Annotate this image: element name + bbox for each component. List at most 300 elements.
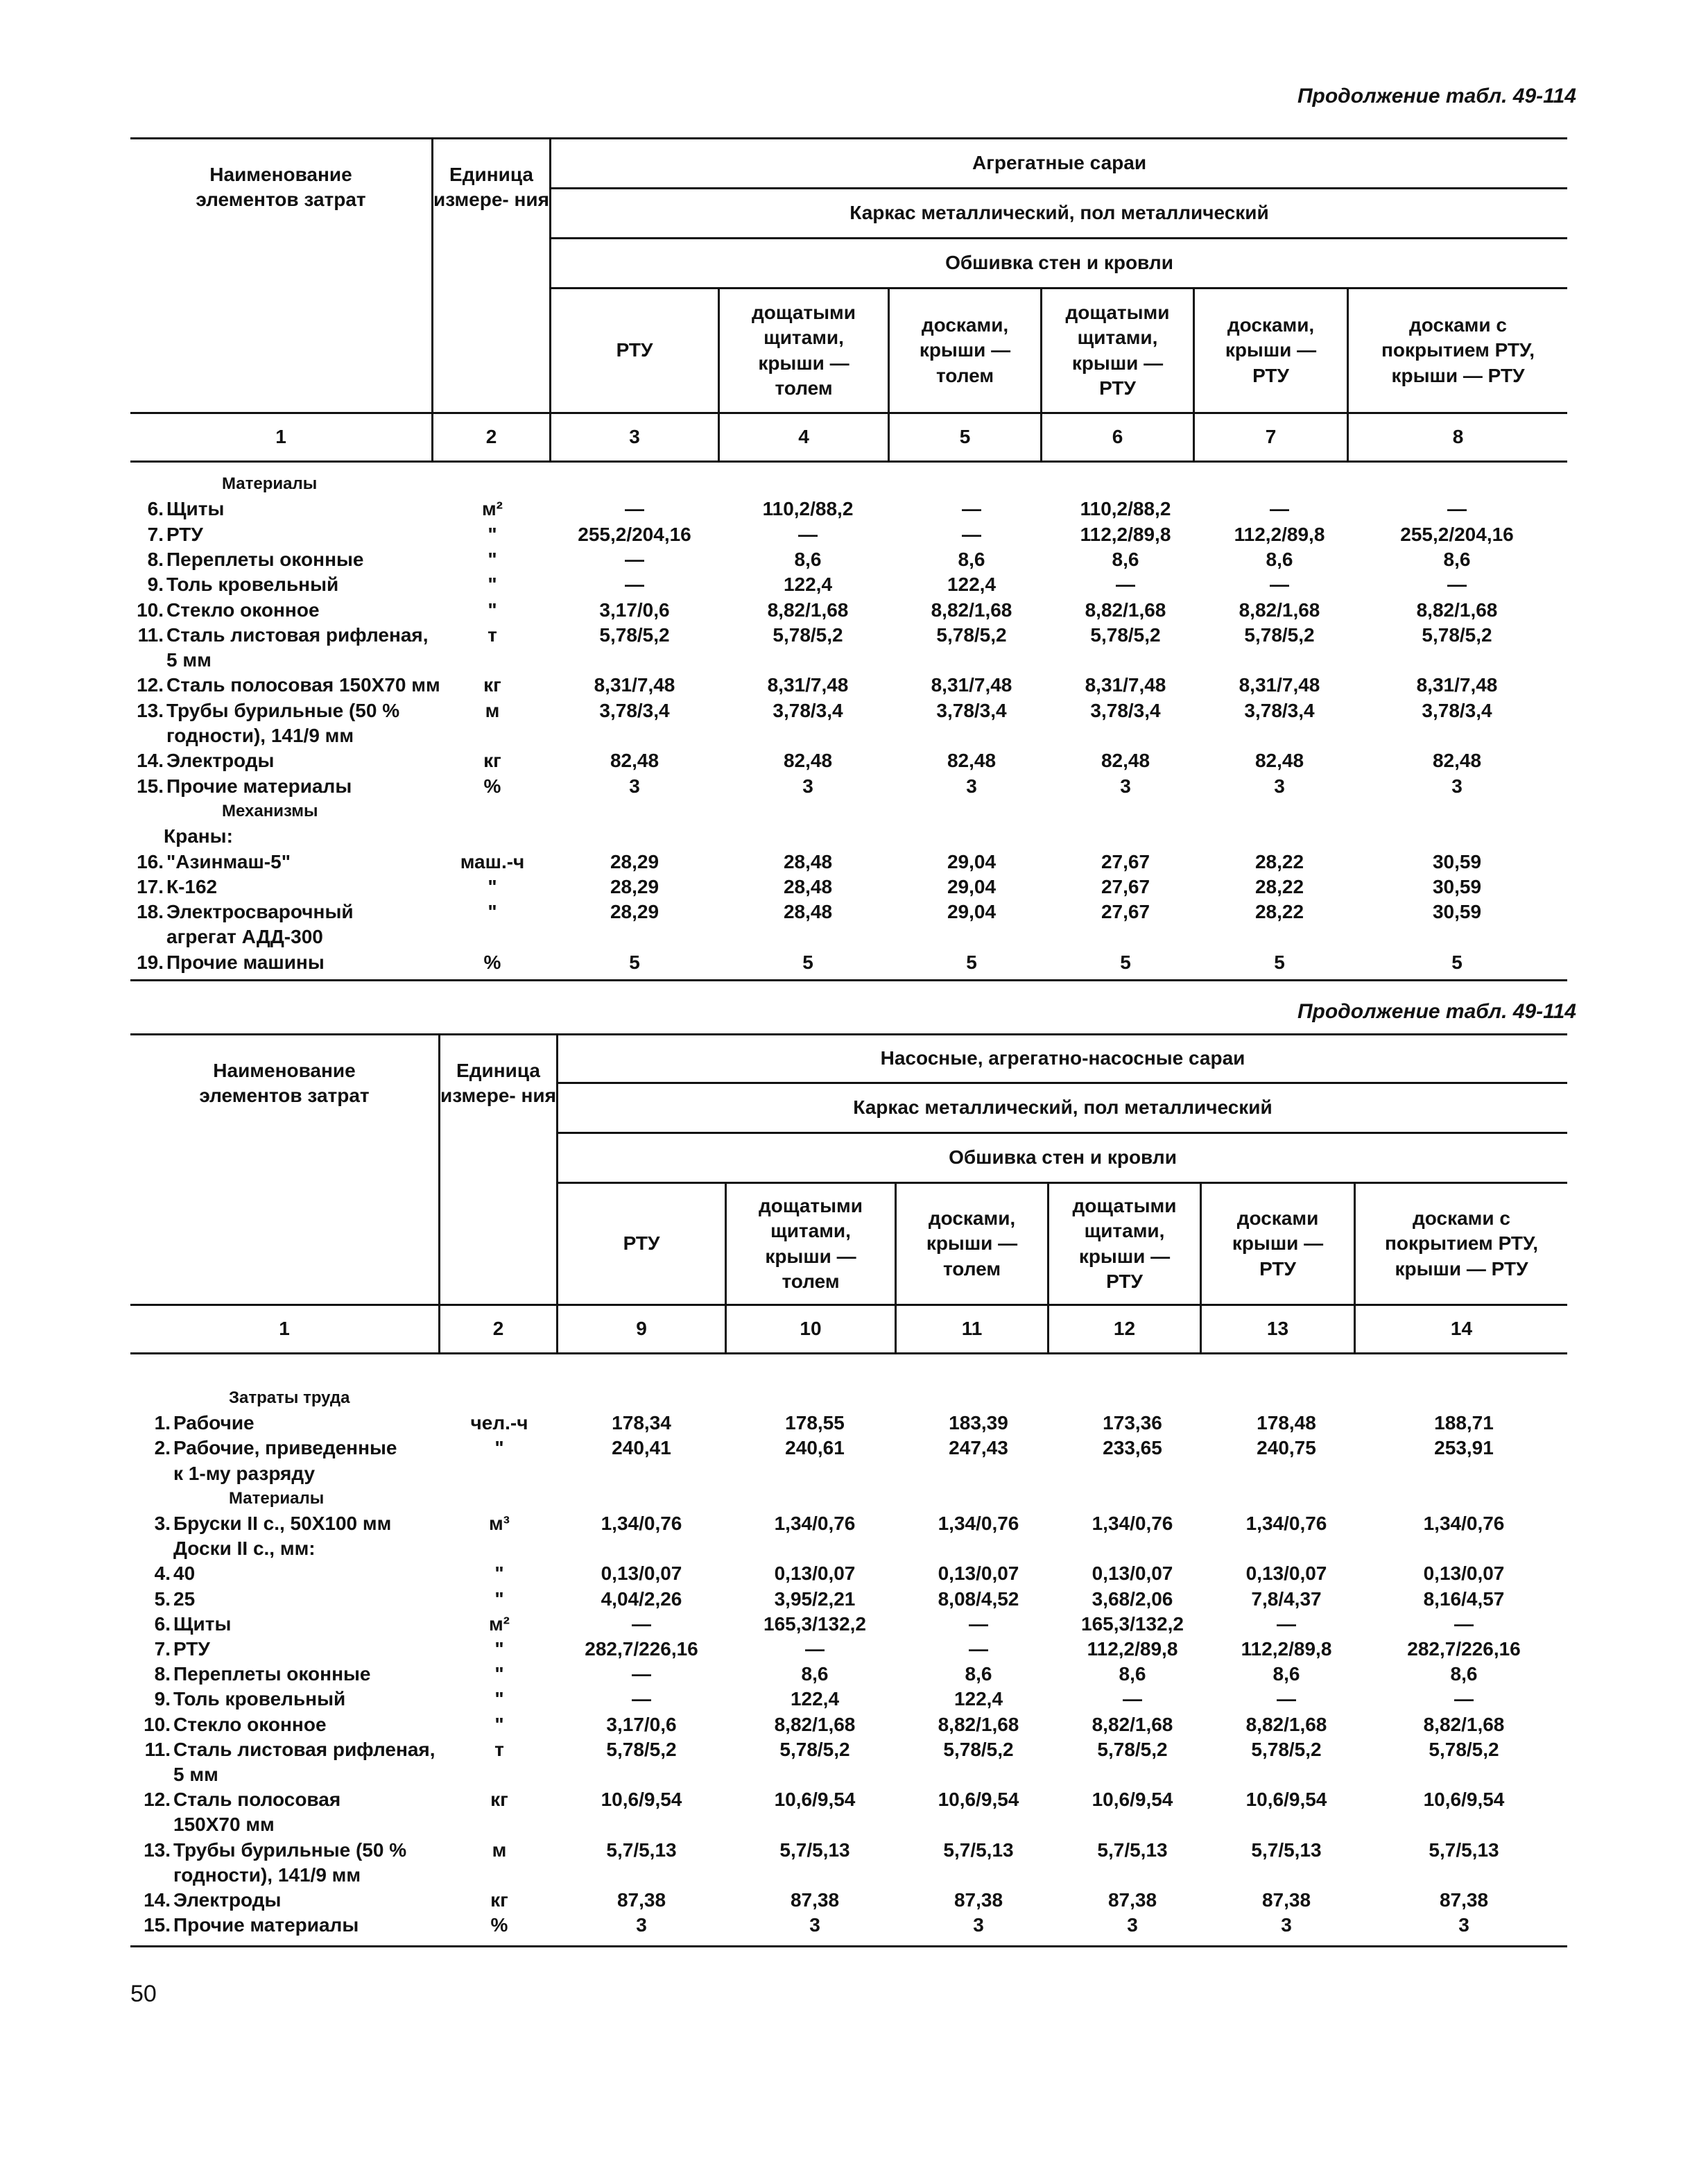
row-name: РТУ [166, 523, 203, 545]
cell-value: 165,3/132,2 [764, 1612, 866, 1635]
cell-value: 8,08/4,52 [938, 1587, 1019, 1610]
table-row [7, 1461, 1708, 1486]
row-unit: " [488, 548, 497, 570]
table-row [7, 1863, 1708, 1888]
cell-value: 0,13/0,07 [601, 1562, 682, 1585]
table2-col-number: 10 [800, 1318, 822, 1340]
cell-value: 8,82/1,68 [1416, 599, 1498, 621]
cell-value: — [969, 1638, 988, 1660]
cell-value: — [625, 574, 644, 596]
cell-value: 3 [973, 1914, 984, 1936]
table-row [0, 698, 1708, 723]
row-number: 10. [137, 599, 164, 621]
row-unit: маш.-ч [460, 850, 525, 872]
cell-value: 30,59 [1432, 875, 1482, 897]
table2-header-frame: Каркас металлический, пол металлический [853, 1096, 1273, 1119]
cell-value: 5,78/5,2 [1429, 1738, 1499, 1760]
cell-value: 183,39 [949, 1412, 1008, 1434]
cell-value: 27,67 [1101, 850, 1150, 872]
cell-value: 5,78/5,2 [599, 623, 670, 646]
section-label: Материалы [229, 1488, 325, 1508]
row-number: 15. [144, 1914, 171, 1936]
row-number: 14. [137, 750, 164, 772]
cell-value: 5,78/5,2 [1251, 1738, 1322, 1760]
table-row [0, 497, 1708, 522]
cell-value: 82,48 [1101, 750, 1150, 772]
row-name: Рабочие, приведенные [173, 1437, 397, 1459]
row-number: 10. [144, 1713, 171, 1735]
row-number: 17. [137, 875, 164, 897]
row-name: Рабочие [173, 1412, 255, 1434]
cell-value: 5,78/5,2 [1097, 1738, 1168, 1760]
table2-header-group: Насосные, агрегатно-насосные сараи [880, 1047, 1245, 1069]
cell-value: 3 [1274, 775, 1285, 797]
row-name: Сталь листовая рифленая, [173, 1738, 435, 1760]
table1-col-number: 1 [275, 426, 286, 448]
row-number: 14. [144, 1889, 171, 1911]
cell-value: 28,22 [1254, 850, 1304, 872]
cell-value: 5 [1274, 951, 1285, 973]
table1-col-number: 4 [798, 426, 809, 448]
table1-col-header: дощатыми щитами, крыши — толем [752, 301, 856, 399]
table-row [7, 1762, 1708, 1787]
cell-value: 8,6 [965, 1663, 992, 1685]
row-name: Трубы бурильные (50 % [173, 1839, 407, 1861]
cell-value: — [632, 1688, 651, 1710]
table-row [0, 774, 1708, 799]
cell-value: 3,78/3,4 [1244, 699, 1315, 721]
cell-value: 112,2/89,8 [1080, 523, 1171, 545]
row-number: 7. [154, 1638, 171, 1660]
table-row [0, 572, 1708, 597]
cell-value: 0,13/0,07 [938, 1562, 1019, 1585]
row-name: 150X70 мм [173, 1814, 275, 1836]
cell-value: 8,31/7,48 [1239, 674, 1320, 696]
table-row [7, 1888, 1708, 1913]
cell-value: 5 [1120, 951, 1131, 973]
cell-value: 5,78/5,2 [1244, 623, 1315, 646]
cell-value: 82,48 [1432, 750, 1482, 772]
table-row [0, 648, 1708, 673]
table1-col-header: досками, крыши — толем [919, 313, 1011, 386]
table2-header-name: Наименование элементов затрат [199, 1059, 370, 1106]
table2-col-header: РТУ [623, 1232, 660, 1255]
cell-value: 29,04 [947, 875, 997, 897]
row-name: 25 [173, 1587, 196, 1610]
cell-value: 110,2/88,2 [1080, 498, 1171, 520]
table-row [0, 673, 1708, 698]
table-row [7, 1587, 1708, 1612]
row-name: годности), 141/9 мм [166, 725, 354, 746]
cell-value: 5,78/5,2 [1090, 623, 1161, 646]
cell-value: 82,48 [783, 750, 833, 772]
row-number: 15. [137, 775, 164, 797]
section-label: Материалы [222, 474, 318, 493]
cell-value: 8,6 [1112, 548, 1139, 570]
table-row [7, 1737, 1708, 1762]
table1-col-header: РТУ [616, 339, 653, 361]
row-unit: " [488, 574, 497, 596]
row-name: Сталь листовая рифленая, [166, 623, 429, 646]
cell-value: 10,6/9,54 [774, 1789, 856, 1811]
cell-value: — [625, 548, 644, 570]
cell-value: 5,7/5,13 [943, 1839, 1014, 1861]
table-row [7, 1662, 1708, 1687]
row-number: 13. [144, 1839, 171, 1861]
continuation-note-1: Продолжение табл. 49-114 [1297, 85, 1576, 107]
cell-value: 3,95/2,21 [774, 1587, 856, 1610]
row-number: 11. [137, 623, 164, 646]
cell-value: 165,3/132,2 [1081, 1612, 1184, 1635]
cell-value: 3 [1451, 775, 1463, 797]
cell-value: 1,34/0,76 [1245, 1513, 1327, 1534]
cell-value: 112,2/89,8 [1087, 1638, 1178, 1660]
cell-value: 240,41 [612, 1437, 671, 1459]
table1-header-sheath: Обшивка стен и кровли [945, 252, 1173, 274]
table1-col-header: дощатыми щитами, крыши — РТУ [1065, 301, 1170, 399]
cell-value: 8,82/1,68 [931, 599, 1012, 621]
row-name: 5 мм [173, 1764, 218, 1785]
cell-value: 28,29 [610, 850, 659, 872]
cell-value: 8,82/1,68 [1092, 1713, 1173, 1735]
cell-value: — [1123, 1688, 1142, 1710]
row-name: Переплеты оконные [166, 548, 364, 570]
cell-value: 29,04 [947, 901, 997, 923]
cell-value: 1,34/0,76 [1423, 1513, 1505, 1534]
row-number: 2. [154, 1437, 171, 1459]
row-name: Прочие материалы [173, 1914, 359, 1936]
cell-value: 87,38 [1439, 1889, 1489, 1911]
cell-value: 10,6/9,54 [1423, 1789, 1505, 1811]
cell-value: 8,6 [794, 548, 822, 570]
row-name: агрегат АДД-300 [166, 926, 323, 948]
row-unit: " [494, 1688, 504, 1710]
cell-value: 240,75 [1257, 1437, 1316, 1459]
table-row [7, 1536, 1708, 1561]
cell-value: 5 [1451, 951, 1463, 973]
table2-col-number: 9 [636, 1318, 647, 1340]
row-name: Толь кровельный [173, 1688, 346, 1710]
cell-value: 173,36 [1103, 1412, 1162, 1434]
cell-value: 8,6 [801, 1663, 829, 1685]
row-unit: кг [483, 674, 501, 696]
cell-value: 7,8/4,37 [1251, 1587, 1322, 1610]
cell-value: 8,6 [1273, 1663, 1300, 1685]
row-name: Сталь полосовая [173, 1789, 341, 1811]
table2-col-number: 1 [279, 1318, 290, 1340]
cell-value: 8,31/7,48 [594, 674, 675, 696]
cell-value: 29,04 [947, 850, 997, 872]
table-row [7, 1436, 1708, 1461]
section-label-row [7, 1386, 1708, 1411]
cell-value: 3,78/3,4 [599, 699, 670, 721]
row-number: 12. [144, 1789, 171, 1811]
cell-value: 28,48 [783, 850, 833, 872]
row-unit: чел.-ч [470, 1412, 528, 1434]
table1-header-unit: Единица измере- ния [433, 163, 549, 210]
cell-value: 87,38 [616, 1889, 666, 1911]
cell-value: 233,65 [1103, 1437, 1162, 1459]
row-number: 11. [144, 1738, 171, 1760]
cell-value: 5,7/5,13 [606, 1839, 677, 1861]
row-name: Бруски II с., 50X100 мм [173, 1513, 392, 1534]
section-label: Механизмы [222, 801, 318, 820]
cell-value: 8,82/1,68 [938, 1713, 1019, 1735]
cell-value: 0,13/0,07 [1092, 1562, 1173, 1585]
row-number: 18. [137, 901, 164, 923]
cell-value: 122,4 [783, 574, 833, 596]
table-row [7, 1637, 1708, 1662]
table-row [0, 824, 1708, 849]
table2-bottom-rule [130, 1945, 1567, 1947]
cell-value: 3 [1120, 775, 1131, 797]
row-unit: " [488, 901, 497, 923]
cell-value: 178,48 [1257, 1412, 1316, 1434]
row-name: годности), 141/9 мм [173, 1863, 361, 1886]
cell-value: 8,31/7,48 [1085, 674, 1166, 696]
cell-value: 5,78/5,2 [779, 1738, 850, 1760]
cell-value: 188,71 [1434, 1412, 1494, 1434]
cell-value: 5,78/5,2 [943, 1738, 1014, 1760]
row-name: 5 мм [166, 649, 212, 671]
table1-col-number: 5 [959, 426, 971, 448]
table-row [7, 1712, 1708, 1737]
page-number: 50 [130, 1981, 157, 2007]
row-number: 9. [154, 1688, 171, 1710]
row-unit: % [483, 951, 501, 973]
cell-value: 30,59 [1432, 850, 1482, 872]
row-unit: кг [483, 750, 501, 772]
cell-value: 28,22 [1254, 875, 1304, 897]
cell-value: 30,59 [1432, 901, 1482, 923]
cell-value: 1,34/0,76 [1092, 1513, 1173, 1534]
section-label: Затраты труда [229, 1388, 350, 1407]
row-unit: " [494, 1587, 504, 1610]
cell-value: 3 [636, 1914, 647, 1936]
cell-value: — [798, 523, 818, 545]
cell-value: 1,34/0,76 [938, 1513, 1019, 1534]
row-unit: м [485, 699, 500, 721]
cell-value: — [1270, 498, 1289, 520]
row-number: 9. [147, 574, 164, 596]
cell-value: 8,31/7,48 [1416, 674, 1498, 696]
row-number: 6. [147, 498, 164, 520]
cell-value: 3 [1458, 1914, 1469, 1936]
cell-value: 122,4 [947, 574, 997, 596]
row-name: Переплеты оконные [173, 1663, 371, 1685]
cell-value: 282,7/226,16 [1407, 1638, 1521, 1660]
cell-value: 8,6 [1443, 548, 1471, 570]
row-unit: м² [488, 1612, 510, 1635]
cell-value: 28,29 [610, 901, 659, 923]
cell-value: 82,48 [610, 750, 659, 772]
row-name: К-162 [166, 875, 218, 897]
table-row [7, 1612, 1708, 1637]
section-label-row [7, 1486, 1708, 1511]
cell-value: 87,38 [954, 1889, 1003, 1911]
table2-col-header: дощатыми щитами, крыши — РТУ [1072, 1194, 1177, 1292]
cell-value: 10,6/9,54 [1245, 1789, 1327, 1811]
row-unit: " [488, 875, 497, 897]
row-unit: " [494, 1437, 504, 1459]
cell-value: 3,17/0,6 [599, 599, 670, 621]
table-row [0, 522, 1708, 547]
cell-value: 5,7/5,13 [1097, 1839, 1168, 1861]
cell-value: — [1116, 574, 1135, 596]
cell-value: 3,78/3,4 [1090, 699, 1161, 721]
cell-value: — [1277, 1688, 1296, 1710]
table1-col-header: досками, крыши — РТУ [1225, 313, 1317, 386]
cell-value: 3,78/3,4 [773, 699, 843, 721]
table2-col-number: 11 [961, 1318, 983, 1340]
table-row [7, 1787, 1708, 1812]
row-number: 4. [154, 1562, 171, 1585]
row-name: Щиты [173, 1612, 232, 1635]
section-label-row [0, 472, 1708, 497]
table2-col-number: 13 [1266, 1318, 1289, 1340]
cell-value: 8,82/1,68 [1423, 1713, 1505, 1735]
cell-value: 8,82/1,68 [774, 1713, 856, 1735]
cell-value: 3,78/3,4 [936, 699, 1007, 721]
table2-header-unit: Единица измере- ния [440, 1059, 556, 1106]
row-number: 1. [154, 1412, 171, 1434]
table-row [7, 1913, 1708, 1938]
cell-value: 5 [802, 951, 813, 973]
row-number: 8. [154, 1663, 171, 1685]
table2-col-header: дощатыми щитами, крыши — толем [759, 1194, 863, 1292]
cell-value: 5,78/5,2 [1422, 623, 1492, 646]
cell-value: 28,48 [783, 875, 833, 897]
cell-value: 3 [802, 775, 813, 797]
cell-value: 5,7/5,13 [1429, 1839, 1499, 1861]
cell-value: 3,68/2,06 [1092, 1587, 1173, 1610]
cell-value: 1,34/0,76 [774, 1513, 856, 1534]
cell-value: — [625, 498, 644, 520]
table-row [0, 850, 1708, 875]
cell-value: 112,2/89,8 [1241, 1638, 1332, 1660]
row-name: Стекло оконное [173, 1713, 327, 1735]
cell-value: 247,43 [949, 1437, 1008, 1459]
cell-value: 5 [629, 951, 640, 973]
row-name: Стекло оконное [166, 599, 320, 621]
row-unit: т [488, 623, 497, 646]
cell-value: 5,7/5,13 [779, 1839, 850, 1861]
cell-value: 240,61 [785, 1437, 845, 1459]
row-unit: " [494, 1562, 504, 1585]
cell-value: 178,34 [612, 1412, 671, 1434]
row-number: 8. [147, 548, 164, 570]
table-row [0, 950, 1708, 975]
row-number: 3. [154, 1513, 171, 1534]
row-number: 7. [147, 523, 164, 545]
cell-value: 3,17/0,6 [606, 1713, 677, 1735]
cell-value: 28,48 [783, 901, 833, 923]
cell-value: 122,4 [790, 1688, 840, 1710]
cell-value: 255,2/204,16 [578, 523, 691, 545]
cell-value: 8,82/1,68 [1245, 1713, 1327, 1735]
table1-col-header: досками с покрытием РТУ, крыши — РТУ [1381, 313, 1535, 386]
cell-value: 282,7/226,16 [585, 1638, 698, 1660]
row-unit: м [492, 1839, 507, 1861]
table1-col-number: 2 [485, 426, 497, 448]
cell-value: 3 [1127, 1914, 1138, 1936]
table2-col-header: досками с покрытием РТУ, крыши — РТУ [1384, 1207, 1539, 1280]
cell-value: 3 [966, 775, 977, 797]
cell-value: 5,78/5,2 [606, 1738, 677, 1760]
cell-value: 87,38 [1107, 1889, 1157, 1911]
table2-col-number: 2 [492, 1318, 504, 1340]
cell-value: 8,6 [1450, 1663, 1478, 1685]
cell-value: 5,7/5,13 [1251, 1839, 1322, 1861]
cell-value: 110,2/88,2 [762, 498, 854, 520]
cell-value: — [1447, 498, 1467, 520]
cell-value: — [1270, 574, 1289, 596]
table2-col-number: 14 [1450, 1318, 1473, 1340]
table-row [7, 1411, 1708, 1436]
table1-bottom-rule [130, 979, 1567, 981]
table1-col-number: 6 [1112, 426, 1123, 448]
cell-value: 10,6/9,54 [601, 1789, 682, 1811]
table2-col-number: 12 [1113, 1318, 1136, 1340]
row-number: 5. [154, 1587, 171, 1610]
cell-value: 8,6 [1119, 1663, 1146, 1685]
cell-value: — [632, 1612, 651, 1635]
table2-header-sheath: Обшивка стен и кровли [949, 1146, 1177, 1169]
cell-value: 8,6 [958, 548, 985, 570]
table-row [0, 875, 1708, 899]
row-unit: т [494, 1738, 504, 1760]
cell-value: 0,13/0,07 [1423, 1562, 1505, 1585]
row-name: Прочие машины [166, 951, 325, 973]
row-number: 13. [137, 699, 164, 721]
cell-value: 8,31/7,48 [931, 674, 1012, 696]
cell-value: 10,6/9,54 [938, 1789, 1019, 1811]
cell-value: 1,34/0,76 [601, 1513, 682, 1534]
row-name: Прочие материалы [166, 775, 352, 797]
row-name: Толь кровельный [166, 574, 339, 596]
cell-value: 253,91 [1434, 1437, 1494, 1459]
row-name: РТУ [173, 1638, 210, 1660]
cell-value: 5,78/5,2 [773, 623, 843, 646]
row-name: "Азинмаш-5" [166, 850, 291, 872]
row-name: Доски II с., мм: [173, 1538, 316, 1560]
cell-value: 27,67 [1101, 875, 1150, 897]
table-row [0, 623, 1708, 648]
cell-value: 87,38 [790, 1889, 840, 1911]
cell-value: 82,48 [1254, 750, 1304, 772]
table1-header-frame: Каркас металлический, пол металлический [849, 202, 1269, 224]
cell-value: 82,48 [947, 750, 997, 772]
table-row [0, 723, 1708, 748]
row-unit: м² [481, 498, 503, 520]
cell-value: 3,78/3,4 [1422, 699, 1492, 721]
row-unit: " [488, 523, 497, 545]
cell-value: 112,2/89,8 [1234, 523, 1325, 545]
cell-value: 8,31/7,48 [767, 674, 849, 696]
table2-col-header: досками крыши — РТУ [1232, 1207, 1324, 1280]
row-name: Электроды [173, 1889, 282, 1911]
row-unit: " [488, 599, 497, 621]
cell-value: 10,6/9,54 [1092, 1789, 1173, 1811]
table2-header-bottom-rule [130, 1352, 1567, 1354]
row-unit: " [494, 1713, 504, 1735]
cell-value: 8,16/4,57 [1423, 1587, 1505, 1610]
cell-value: — [962, 523, 981, 545]
table1-header-group: Агрегатные сараи [972, 152, 1147, 174]
table1-col-number: 3 [629, 426, 640, 448]
row-unit: % [483, 775, 501, 797]
row-name: Электросварочный [166, 901, 354, 923]
